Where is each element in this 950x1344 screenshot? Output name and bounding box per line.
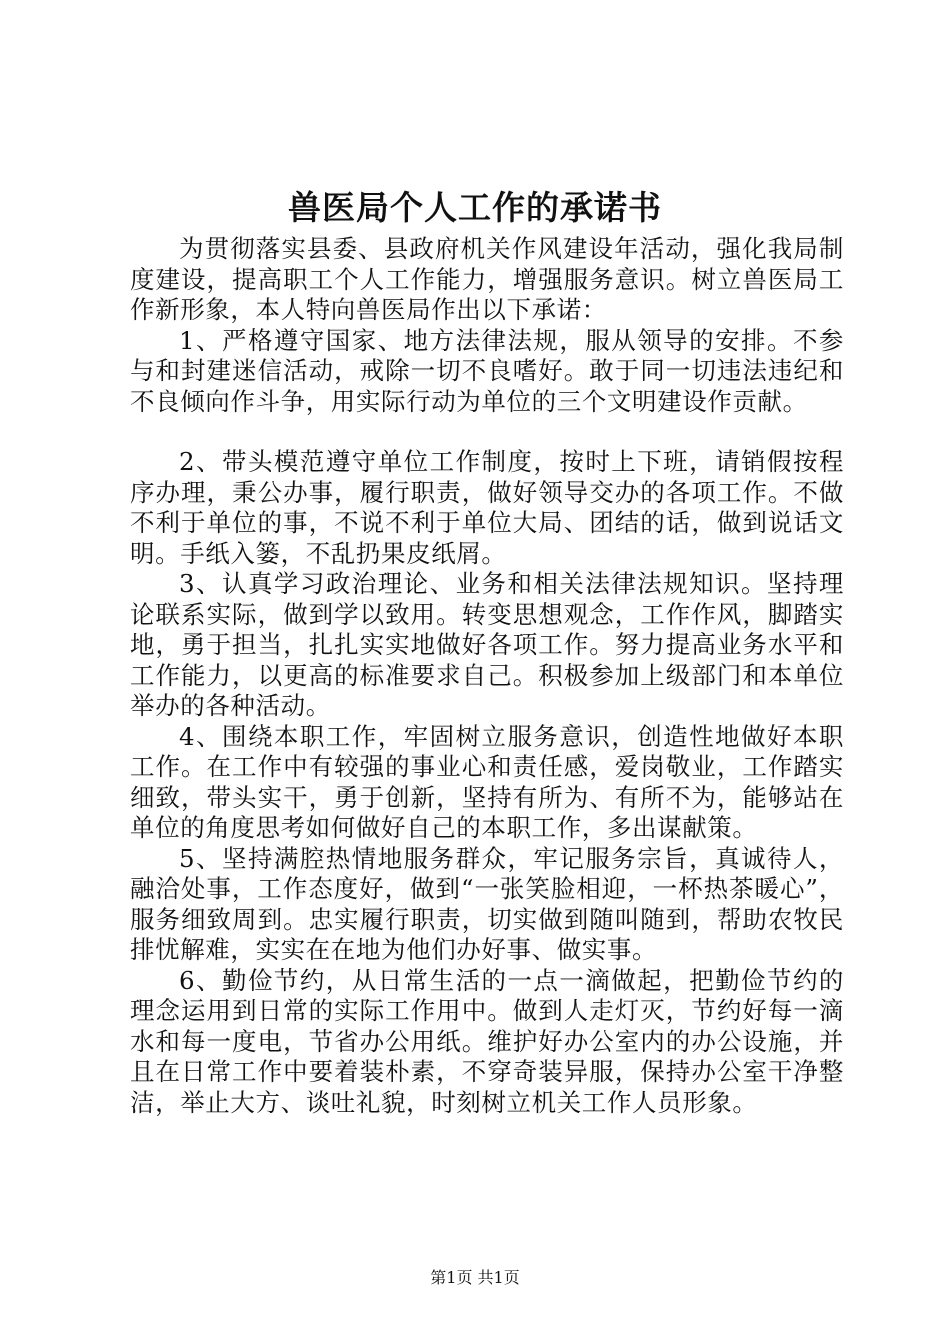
commitment-item-5: 5、坚持满腔热情地服务群众，牢记服务宗旨，真诚待人，融洽处事，工作态度好，做到“一张笑脸相迎，一杯热茶暖心”，服务细致周到。忠实履行职责，切实做到随叫随到，帮助农牧民排忧解难，实实在在地为他们办好事、做实事。 (130, 843, 844, 964)
paragraph-spacer (130, 417, 844, 447)
commitment-item-2: 2、带头模范遵守单位工作制度，按时上下班，请销假按程序办理，秉公办事，履行职责，做好领导交办的各项工作。不做不利于单位的事，不说不利于单位大局、团结的话，做到说话文明。手纸入篓，不乱扔果皮纸屑。 (130, 447, 844, 568)
intro-paragraph: 为贯彻落实县委、县政府机关作风建设年活动，强化我局制度建设，提高职工个人工作能力，增强服务意识。树立兽医局工作新形象，本人特向兽医局作出以下承诺： (130, 234, 844, 324)
commitment-item-3: 3、认真学习政治理论、业务和相关法律法规知识。坚持理论联系实际，做到学以致用。转变思想观念，工作作风，脚踏实地，勇于担当，扎扎实实地做好各项工作。努力提高业务水平和工作能力，以更高的标准要求自己。积极参加上级部门和本单位举办的各种活动。 (130, 569, 844, 720)
commitment-item-1: 1、严格遵守国家、地方法律法规，服从领导的安排。不参与和封建迷信活动，戒除一切不良嗜好。敢于同一切违法违纪和不良倾向作斗争，用实际行动为单位的三个文明建设作贡献。 (130, 325, 844, 416)
document-title: 兽医局个人工作的承诺书 (288, 188, 662, 227)
commitment-item-6: 6、勤俭节约，从日常生活的一点一滴做起，把勤俭节约的理念运用到日常的实际工作用中。做到人走灯灭，节约好每一滴水和每一度电，节省办公用纸。维护好办公室内的办公设施，并且在日常工作中要着装朴素，不穿奇装异服，保持办公室干净整洁，举止大方、谈吐礼貌，时刻树立机关工作人员形象。 (130, 965, 844, 1117)
page-footer: 第1页 共1页 (430, 1268, 520, 1287)
document-body (130, 234, 844, 1118)
commitment-item-4: 4、围绕本职工作，牢固树立服务意识，创造性地做好本职工作。在工作中有较强的事业心和责任感，爱岗敬业，工作踏实细致，带头实干，勇于创新，坚持有所为、有所不为，能够站在单位的角度思考如何做好自己的本职工作，多出谋献策。 (130, 721, 844, 842)
